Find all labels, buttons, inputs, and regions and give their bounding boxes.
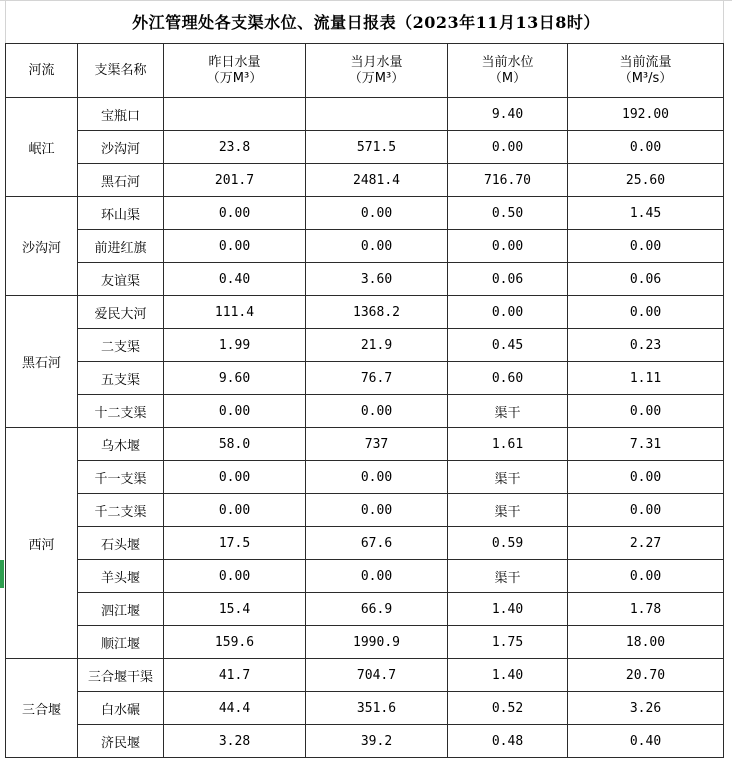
- header-month-unit: （万M³）: [348, 70, 405, 86]
- month-volume-cell[interactable]: 0.00: [306, 560, 448, 593]
- header-yesterday-label: 昨日水量: [208, 54, 261, 70]
- canal-name-cell[interactable]: 二支渠: [78, 329, 164, 362]
- canal-name-cell[interactable]: 泗江堰: [78, 593, 164, 626]
- yesterday-volume-cell[interactable]: 201.7: [164, 164, 306, 197]
- table-row: [6, 395, 724, 428]
- table-row: [6, 296, 724, 329]
- flow-rate-cell[interactable]: 192.00: [568, 98, 724, 131]
- report-table-body: [6, 44, 724, 758]
- header-canal[interactable]: [78, 44, 164, 98]
- water-level-cell[interactable]: 0.00: [448, 230, 568, 263]
- month-volume-cell[interactable]: 0.00: [306, 494, 448, 527]
- flow-rate-cell[interactable]: 1.45: [568, 197, 724, 230]
- water-level-cell[interactable]: 0.60: [448, 362, 568, 395]
- header-month[interactable]: [306, 44, 448, 98]
- water-level-cell[interactable]: 9.40: [448, 98, 568, 131]
- header-yesterday-unit: （万M³）: [206, 70, 263, 86]
- canal-name-cell[interactable]: 爱民大河: [78, 296, 164, 329]
- report-title: 外江管理处各支渠水位、流量日报表（2023年11月13日8时）: [132, 13, 600, 32]
- yesterday-volume-cell[interactable]: 0.00: [164, 494, 306, 527]
- yesterday-volume-cell[interactable]: 44.4: [164, 692, 306, 725]
- canal-name-cell[interactable]: 白水碾: [78, 692, 164, 725]
- yesterday-volume-cell[interactable]: 17.5: [164, 527, 306, 560]
- month-volume-cell[interactable]: 0.00: [306, 230, 448, 263]
- yesterday-volume-cell[interactable]: 0.00: [164, 230, 306, 263]
- month-volume-cell[interactable]: 3.60: [306, 263, 448, 296]
- table-row: [6, 527, 724, 560]
- month-volume-cell[interactable]: 704.7: [306, 659, 448, 692]
- table-row: [6, 197, 724, 230]
- month-volume-cell[interactable]: 1368.2: [306, 296, 448, 329]
- yesterday-volume-cell[interactable]: 23.8: [164, 131, 306, 164]
- table-row: [6, 725, 724, 758]
- header-flow-label: 当前流量: [619, 54, 672, 70]
- table-row: [6, 362, 724, 395]
- water-level-cell[interactable]: 1.40: [448, 659, 568, 692]
- flow-rate-cell[interactable]: 3.26: [568, 692, 724, 725]
- canal-name-cell[interactable]: 沙沟河: [78, 131, 164, 164]
- flow-rate-cell[interactable]: 25.60: [568, 164, 724, 197]
- canal-name-cell[interactable]: 乌木堰: [78, 428, 164, 461]
- river-cell[interactable]: 沙沟河: [6, 197, 78, 296]
- table-row: [6, 560, 724, 593]
- yesterday-volume-cell[interactable]: 3.28: [164, 725, 306, 758]
- header-row: [6, 44, 724, 98]
- yesterday-volume-cell[interactable]: [164, 98, 306, 131]
- flow-rate-cell[interactable]: 0.23: [568, 329, 724, 362]
- water-level-cell[interactable]: 0.06: [448, 263, 568, 296]
- report-table: [5, 43, 724, 758]
- water-level-cell[interactable]: 0.48: [448, 725, 568, 758]
- month-volume-cell[interactable]: 571.5: [306, 131, 448, 164]
- yesterday-volume-cell[interactable]: 41.7: [164, 659, 306, 692]
- header-yesterday[interactable]: [164, 44, 306, 98]
- yesterday-volume-cell[interactable]: 15.4: [164, 593, 306, 626]
- yesterday-volume-cell[interactable]: 0.00: [164, 560, 306, 593]
- month-volume-cell[interactable]: 1990.9: [306, 626, 448, 659]
- flow-rate-cell[interactable]: 18.00: [568, 626, 724, 659]
- month-volume-cell[interactable]: 39.2: [306, 725, 448, 758]
- canal-name-cell[interactable]: 千一支渠: [78, 461, 164, 494]
- yesterday-volume-cell[interactable]: 58.0: [164, 428, 306, 461]
- flow-rate-cell[interactable]: 0.00: [568, 560, 724, 593]
- row-selection-marker: [0, 560, 4, 588]
- canal-name-cell[interactable]: 黑石河: [78, 164, 164, 197]
- yesterday-volume-cell[interactable]: 0.40: [164, 263, 306, 296]
- canal-name-cell[interactable]: 千二支渠: [78, 494, 164, 527]
- month-volume-cell[interactable]: 351.6: [306, 692, 448, 725]
- table-row: [6, 659, 724, 692]
- canal-name-cell[interactable]: 石头堰: [78, 527, 164, 560]
- table-row: [6, 692, 724, 725]
- water-level-cell[interactable]: 0.52: [448, 692, 568, 725]
- water-level-cell[interactable]: 0.59: [448, 527, 568, 560]
- flow-rate-cell[interactable]: 20.70: [568, 659, 724, 692]
- month-volume-cell[interactable]: 737: [306, 428, 448, 461]
- flow-rate-cell[interactable]: 0.00: [568, 395, 724, 428]
- header-river[interactable]: [6, 44, 78, 98]
- river-cell[interactable]: 岷江: [6, 98, 78, 197]
- header-flow-unit: （M³/s）: [618, 70, 673, 86]
- water-level-cell[interactable]: 0.45: [448, 329, 568, 362]
- canal-name-cell[interactable]: 环山渠: [78, 197, 164, 230]
- yesterday-volume-cell[interactable]: 1.99: [164, 329, 306, 362]
- table-row: [6, 428, 724, 461]
- flow-rate-cell[interactable]: 0.00: [568, 296, 724, 329]
- table-row: [6, 230, 724, 263]
- flow-rate-cell[interactable]: 0.00: [568, 131, 724, 164]
- table-row: [6, 593, 724, 626]
- yesterday-volume-cell[interactable]: 0.00: [164, 197, 306, 230]
- header-canal-label: 支渠名称: [94, 62, 147, 78]
- flow-rate-cell[interactable]: 0.00: [568, 230, 724, 263]
- canal-name-cell[interactable]: 五支渠: [78, 362, 164, 395]
- header-flow[interactable]: [568, 44, 724, 98]
- month-volume-cell[interactable]: 0.00: [306, 197, 448, 230]
- month-volume-cell[interactable]: 76.7: [306, 362, 448, 395]
- flow-rate-cell[interactable]: 7.31: [568, 428, 724, 461]
- header-level-label: 当前水位: [481, 54, 534, 70]
- table-row: [6, 494, 724, 527]
- canal-name-cell[interactable]: 顺江堰: [78, 626, 164, 659]
- month-volume-cell[interactable]: 21.9: [306, 329, 448, 362]
- water-level-cell[interactable]: 0.50: [448, 197, 568, 230]
- month-volume-cell[interactable]: [306, 98, 448, 131]
- month-volume-cell[interactable]: 2481.4: [306, 164, 448, 197]
- water-level-cell[interactable]: 0.00: [448, 131, 568, 164]
- header-month-label: 当月水量: [350, 54, 403, 70]
- flow-rate-cell[interactable]: 0.40: [568, 725, 724, 758]
- yesterday-volume-cell[interactable]: 9.60: [164, 362, 306, 395]
- header-level[interactable]: [448, 44, 568, 98]
- table-row: [6, 98, 724, 131]
- canal-name-cell[interactable]: 羊头堰: [78, 560, 164, 593]
- yesterday-volume-cell[interactable]: 111.4: [164, 296, 306, 329]
- river-cell[interactable]: 西河: [6, 428, 78, 659]
- yesterday-volume-cell[interactable]: 159.6: [164, 626, 306, 659]
- canal-name-cell[interactable]: 三合堰干渠: [78, 659, 164, 692]
- flow-rate-cell[interactable]: 0.00: [568, 494, 724, 527]
- table-row: [6, 626, 724, 659]
- table-row: [6, 131, 724, 164]
- flow-rate-cell[interactable]: 1.78: [568, 593, 724, 626]
- yesterday-volume-cell[interactable]: 0.00: [164, 395, 306, 428]
- water-level-cell[interactable]: 716.70: [448, 164, 568, 197]
- canal-name-cell[interactable]: 宝瓶口: [78, 98, 164, 131]
- canal-name-cell[interactable]: 前进红旗: [78, 230, 164, 263]
- table-row: [6, 263, 724, 296]
- month-volume-cell[interactable]: 0.00: [306, 395, 448, 428]
- water-level-cell[interactable]: 渠干: [448, 494, 568, 527]
- month-volume-cell[interactable]: 67.6: [306, 527, 448, 560]
- water-level-cell[interactable]: 渠干: [448, 560, 568, 593]
- month-volume-cell[interactable]: 66.9: [306, 593, 448, 626]
- river-cell[interactable]: 三合堰: [6, 659, 78, 758]
- month-volume-cell[interactable]: 0.00: [306, 461, 448, 494]
- header-level-unit: （M）: [488, 70, 527, 86]
- flow-rate-cell[interactable]: 1.11: [568, 362, 724, 395]
- river-cell[interactable]: 黑石河: [6, 296, 78, 428]
- water-level-cell[interactable]: 渠干: [448, 395, 568, 428]
- yesterday-volume-cell[interactable]: 0.00: [164, 461, 306, 494]
- table-row: [6, 461, 724, 494]
- flow-rate-cell[interactable]: 0.00: [568, 461, 724, 494]
- water-level-cell[interactable]: 渠干: [448, 461, 568, 494]
- canal-name-cell[interactable]: 十二支渠: [78, 395, 164, 428]
- water-level-cell[interactable]: 1.61: [448, 428, 568, 461]
- table-row: [6, 329, 724, 362]
- flow-rate-cell[interactable]: 0.06: [568, 263, 724, 296]
- canal-name-cell[interactable]: 友谊渠: [78, 263, 164, 296]
- water-level-cell[interactable]: 1.75: [448, 626, 568, 659]
- water-level-cell[interactable]: 1.40: [448, 593, 568, 626]
- canal-name-cell[interactable]: 济民堰: [78, 725, 164, 758]
- flow-rate-cell[interactable]: 2.27: [568, 527, 724, 560]
- table-row: [6, 164, 724, 197]
- header-river-label: 河流: [28, 62, 55, 78]
- water-level-cell[interactable]: 0.00: [448, 296, 568, 329]
